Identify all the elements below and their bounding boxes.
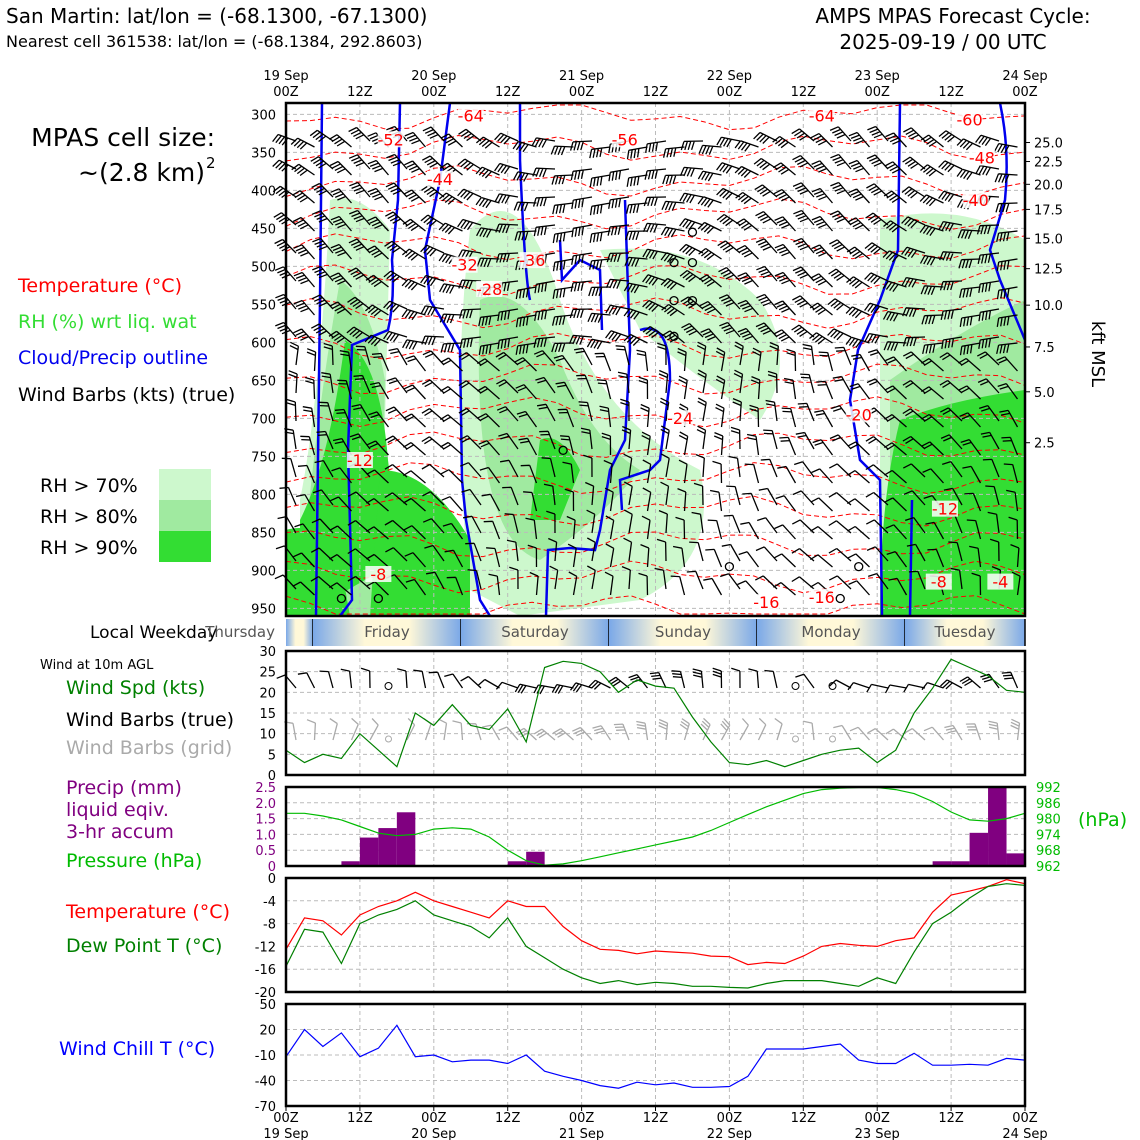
bottom-hour-label: 12Z: [642, 1111, 669, 1126]
pressure-tick-950: 950: [251, 602, 276, 618]
kft-tick-17.5: 17.5: [1034, 203, 1063, 219]
pressure-tick-650: 650: [251, 374, 276, 390]
wind-speed-tick: 10: [259, 727, 276, 743]
precip-legend: Precip (mm) liquid eqiv. 3-hr accum: [66, 777, 182, 843]
precip-tick: 0.5: [255, 844, 276, 860]
cross-section-panel: [251, 103, 1063, 617]
kft-tick-20.0: 20.0: [1034, 178, 1063, 194]
temperature-label-19: -16: [808, 587, 835, 607]
temperature-legend: Temperature (°C): [66, 901, 230, 923]
kft-tick-22.5: 22.5: [1034, 155, 1063, 171]
weekday-name-saturday: Saturday: [501, 623, 569, 641]
pressure-tick-400: 400: [251, 184, 276, 200]
pressure-tick-550: 550: [251, 298, 276, 314]
temperature-label-17: -8: [930, 572, 947, 592]
pressure-tick: 962: [1036, 860, 1061, 875]
wind-panel: [259, 645, 1025, 784]
temperature-tick: -20: [254, 986, 276, 1001]
precip-tick: 2.5: [255, 781, 276, 796]
rh80-swatch: [159, 500, 211, 531]
rh80-label: RH > 80%: [40, 506, 138, 528]
cell-size-line2: ~(2.8 km): [78, 158, 205, 187]
precip-bar-2: [360, 838, 378, 866]
cell-line: Nearest cell 361538: lat/lon = (-68.1384, 292.8603): [6, 32, 423, 51]
temperature-label-5: -56: [611, 130, 638, 150]
pressure-tick-500: 500: [251, 260, 276, 276]
pressure-tick-600: 600: [251, 336, 276, 352]
bottom-hour-label: 00Z: [568, 1111, 595, 1126]
temperature-label-8: -40: [962, 191, 989, 211]
pressure-tick-850: 850: [251, 526, 276, 542]
rh70-swatch: [159, 469, 211, 500]
temperature-tick: 0: [267, 872, 276, 887]
top-hour-label: 00Z: [421, 85, 447, 100]
temperature-label-20: -4: [992, 572, 1009, 592]
location-line: San Martin: lat/lon = (-68.1300, -67.1300): [6, 4, 428, 28]
wind-speed-tick: 25: [259, 665, 276, 681]
cell-size-line1: MPAS cell size:: [31, 123, 215, 152]
pressure-legend: Pressure (hPa): [66, 850, 203, 872]
precip-pressure-panel: [255, 781, 1061, 875]
precip-tick: 1.0: [255, 828, 276, 844]
temperature-label-4: -52: [377, 130, 404, 150]
cycle-title: 2025-09-19 / 00 UTC: [839, 30, 1047, 54]
weekday-name-sunday: Sunday: [654, 623, 712, 641]
weekday-label: Local Weekday: [90, 623, 218, 643]
wind-barbs-true-legend: Wind Barbs (true): [66, 709, 235, 731]
rh70-label: RH > 70%: [40, 475, 138, 497]
wind-barbs-grid-legend: Wind Barbs (grid): [66, 737, 233, 759]
bottom-date-label: 22 Sep: [706, 1127, 752, 1140]
bottom-hour-label: 12Z: [790, 1111, 817, 1126]
temperature-label-10: -32: [451, 255, 478, 275]
top-date-label: 19 Sep: [263, 69, 309, 84]
top-date-label: 24 Sep: [1002, 69, 1048, 84]
legend-cloud: Cloud/Precip outline: [18, 347, 209, 369]
bottom-hour-label: 00Z: [864, 1111, 890, 1126]
bottom-date-label: 21 Sep: [559, 1127, 605, 1140]
top-hour-label: 00Z: [568, 85, 595, 100]
rh90-label: RH > 90%: [40, 537, 138, 559]
legend-wind: Wind Barbs (kts) (true): [18, 384, 236, 406]
kft-tick-25.0: 25.0: [1034, 136, 1063, 152]
windchill-tick: 50: [259, 998, 276, 1013]
bottom-hour-label: 12Z: [938, 1111, 964, 1126]
temperature-label-18: -16: [753, 593, 780, 613]
pressure-tick: 986: [1036, 796, 1061, 812]
temperature-panel: [255, 872, 1025, 1001]
kft-tick-12.5: 12.5: [1034, 262, 1063, 278]
top-hour-label: 12Z: [938, 85, 964, 100]
pressure-unit: (hPa): [1078, 809, 1128, 831]
wind10m-title: Wind at 10m AGL: [40, 658, 154, 673]
bottom-date-label: 20 Sep: [411, 1127, 457, 1140]
precip-tick: 2.0: [255, 796, 276, 812]
temperature-tick: -4: [263, 894, 276, 910]
temperature-label-1: -64: [457, 106, 484, 126]
temperature-label-7: -44: [426, 169, 454, 189]
kft-tick-10.0: 10.0: [1034, 299, 1063, 315]
windchill-panel: [255, 998, 1025, 1115]
bottom-date-label: 24 Sep: [1002, 1127, 1048, 1140]
bottom-date-label: 23 Sep: [854, 1127, 900, 1140]
top-date-label: 21 Sep: [559, 69, 605, 84]
temperature-label-2: -64: [808, 106, 835, 126]
precip-bar-4: [397, 812, 415, 866]
wind-speed-tick: 20: [259, 686, 276, 702]
temperature-label-15: -12: [931, 499, 959, 519]
legend-rh: RH (%) wrt liq. wat: [18, 311, 197, 333]
top-hour-label: 12Z: [790, 85, 817, 100]
legend-temperature: Temperature (°C): [18, 275, 182, 297]
wind-speed-tick: 30: [259, 645, 276, 660]
top-hour-label: 00Z: [716, 85, 743, 100]
temperature-label-14: -12: [346, 451, 373, 470]
pressure-tick-450: 450: [251, 222, 276, 238]
pressure-tick-300: 300: [251, 108, 276, 124]
pressure-tick: 992: [1036, 781, 1061, 796]
bottom-hour-label: 00Z: [1012, 1111, 1038, 1126]
top-hour-label: 00Z: [1012, 85, 1038, 100]
precip-bar-11: [1007, 853, 1025, 866]
bottom-hour-label: 00Z: [716, 1111, 743, 1126]
temperature-label-9: -36: [519, 251, 546, 271]
precip-bar-9: [970, 833, 988, 866]
precip-tick: 1.5: [255, 812, 276, 828]
weekday-name-friday: Friday: [364, 623, 410, 641]
kft-tick-2.5: 2.5: [1034, 436, 1055, 452]
wind-speed-tick: 5: [267, 748, 276, 764]
windchill-tick: 20: [259, 1023, 276, 1039]
wind-speed-tick: 15: [259, 707, 276, 722]
weekday-band-thursday: [286, 619, 313, 646]
temperature-label-16: -8: [370, 565, 387, 584]
temperature-label-3: -60: [956, 110, 983, 130]
bottom-date-label: 19 Sep: [263, 1127, 309, 1140]
temperature-label-12: -24: [667, 409, 694, 429]
top-date-label: 22 Sep: [706, 69, 752, 84]
pressure-tick-350: 350: [251, 146, 276, 162]
bottom-hour-label: 00Z: [421, 1111, 447, 1126]
top-date-label: 23 Sep: [854, 69, 900, 84]
pressure-tick: 980: [1036, 812, 1061, 828]
temperature-tick: -12: [254, 940, 276, 956]
precip-bar-6: [526, 852, 544, 866]
kft-tick-5.0: 5.0: [1034, 385, 1055, 401]
wind-speed-legend: Wind Spd (kts): [66, 677, 206, 699]
weekday-strip: [204, 619, 1025, 646]
windchill-tick: -40: [254, 1074, 276, 1090]
pressure-tick: 974: [1036, 828, 1061, 844]
top-hour-label: 12Z: [642, 85, 669, 100]
dewpoint-legend: Dew Point T (°C): [66, 935, 223, 957]
temperature-label-11: -28: [476, 280, 503, 299]
bottom-hour-label: 12Z: [347, 1111, 373, 1126]
kft-axis-label: kft MSL: [1087, 320, 1108, 388]
top-hour-label: 12Z: [494, 85, 521, 100]
cell-size-sup: 2: [206, 154, 216, 172]
top-hour-label: 00Z: [864, 85, 890, 100]
rh90-swatch: [159, 531, 211, 562]
temperature-label-13: -20: [845, 405, 872, 425]
pressure-tick: 968: [1036, 844, 1061, 860]
top-date-label: 20 Sep: [411, 69, 457, 84]
precip-tick: 0: [267, 860, 276, 875]
pressure-tick-750: 750: [251, 450, 276, 466]
precip-bar-10: [988, 787, 1006, 866]
wind-speed-tick: 0: [267, 769, 276, 784]
temperature-label-6: -48: [968, 148, 995, 168]
kft-tick-7.5: 7.5: [1034, 340, 1055, 356]
pressure-tick-700: 700: [251, 412, 276, 428]
pressure-tick-900: 900: [251, 564, 276, 580]
temperature-tick: -8: [263, 917, 276, 933]
bottom-hour-label: 12Z: [494, 1111, 521, 1126]
windchill-legend: Wind Chill T (°C): [59, 1038, 216, 1060]
top-hour-label: 12Z: [347, 85, 373, 100]
top-hour-label: 00Z: [273, 85, 299, 100]
windchill-tick: -10: [254, 1049, 276, 1064]
kft-tick-15.0: 15.0: [1034, 232, 1063, 248]
temperature-tick: -16: [254, 963, 276, 979]
bottom-hour-label: 00Z: [273, 1111, 299, 1126]
weekday-name-monday: Monday: [801, 623, 861, 641]
weekday-name-tuesday: Tuesday: [934, 623, 996, 641]
windchill-tick: -70: [254, 1100, 276, 1115]
weekday-name-thursday: Thursday: [205, 623, 275, 641]
pressure-tick-800: 800: [251, 488, 276, 504]
product-title: AMPS MPAS Forecast Cycle:: [815, 4, 1091, 28]
